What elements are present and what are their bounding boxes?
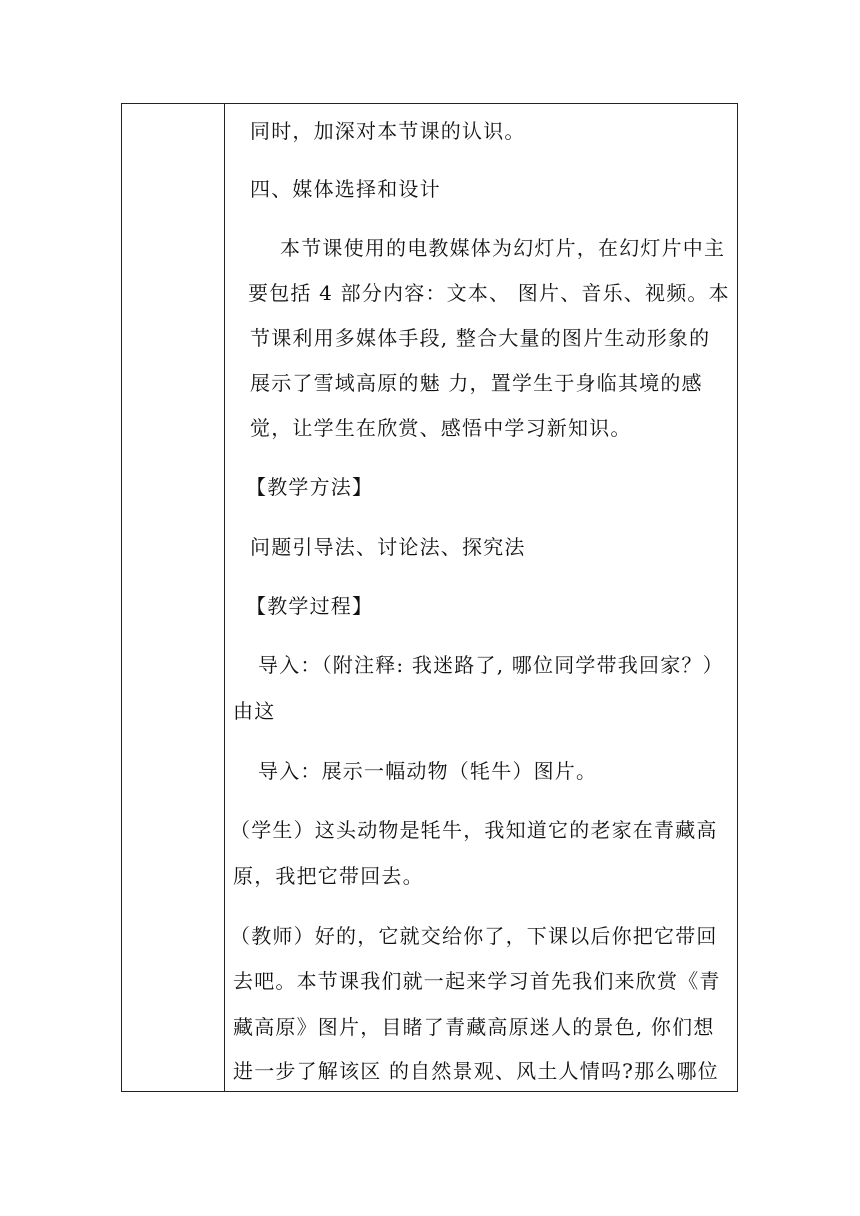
text-line: 原，我把它带回去。 (233, 864, 424, 888)
text-line: 导入：（附注释: 我迷路了, 哪位同学带我回家？） (258, 653, 724, 677)
text-line: 要包括 4 部分内容：文本、 图片、音乐、视频。本 (248, 281, 730, 305)
text-line: 藏高原》图片，目睹了青藏高原迷人的景色, 你们想 (233, 1015, 715, 1039)
lesson-plan-table (121, 103, 738, 1092)
text-line: 觉，让学生在欣赏、感悟中学习新知识。 (250, 416, 632, 440)
text-line: 问题引导法、讨论法、探究法 (250, 535, 526, 559)
text-line: 去吧。本节课我们就一起来学习首先我们来欣赏《青 (233, 969, 721, 993)
text-line: 进一步了解该区 的自然景观、风土人情吗?那么哪位 (233, 1059, 719, 1083)
text-line: 同时，加深对本节课的认识。 (250, 119, 526, 143)
text-line: 本节课使用的电教媒体为幻灯片，在幻灯片中主 (280, 236, 726, 260)
section-heading-process: 【教学过程】 (246, 594, 374, 618)
text-line: 展示了雪域高原的魅 力，置学生于身临其境的感 (250, 371, 703, 395)
text-line: （学生）这头动物是牦牛，我知道它的老家在青藏高 (230, 818, 718, 842)
text-line: 由这 (233, 699, 276, 723)
table-left-column (122, 104, 225, 1091)
text-line: 导入：展示一幅动物（牦牛）图片。 (258, 759, 598, 783)
section-heading-media: 四、媒体选择和设计 (250, 177, 441, 201)
text-line: 节课利用多媒体手段, 整合大量的图片生动形象的 (250, 326, 711, 350)
text-line: （教师）好的，它就交给你了，下课以后你把它带回 (230, 924, 718, 948)
table-content-cell (226, 104, 737, 1091)
section-heading-method: 【教学方法】 (246, 475, 374, 499)
